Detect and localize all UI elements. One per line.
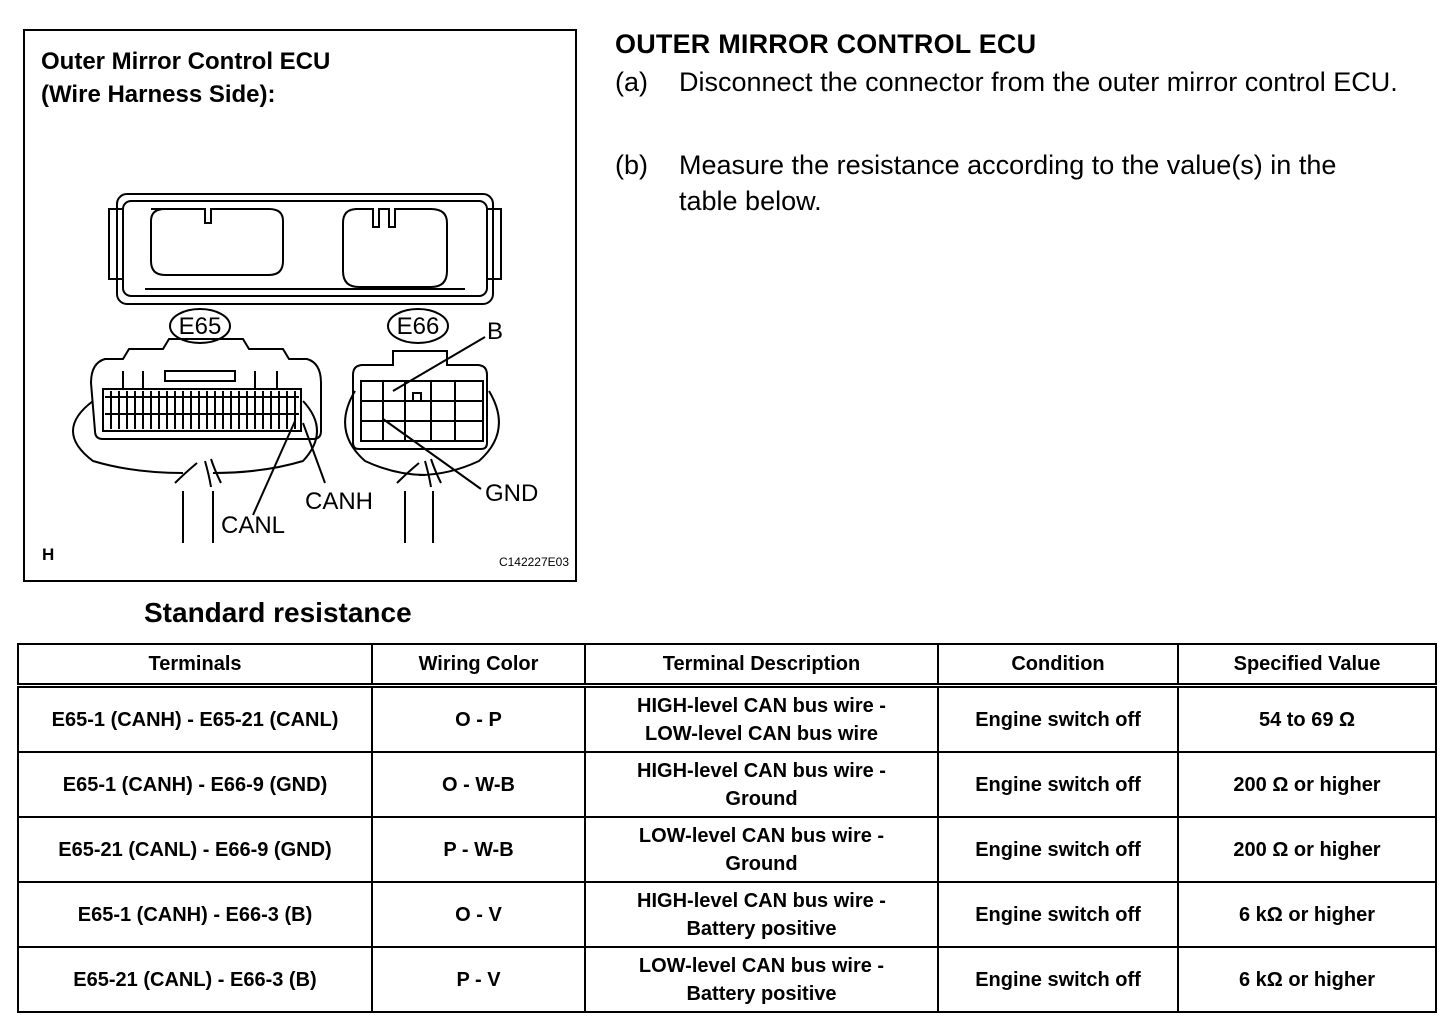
cell-description-line1: HIGH-level CAN bus wire - — [637, 759, 886, 782]
step-a-mark: (a) — [615, 67, 648, 97]
table-caption: Standard resistance — [144, 597, 412, 628]
cell-description — [585, 947, 938, 1012]
cell-terminals: E65-1 (CANH) - E66-9 (GND) — [18, 752, 372, 817]
cell-description-line2: Battery positive — [686, 982, 837, 1005]
section-title: OUTER MIRROR CONTROL ECU — [615, 29, 1037, 59]
terminal-b-label: B — [487, 318, 504, 345]
cell-specified-value: 200 Ω or higher — [1178, 752, 1436, 817]
cell-wiring-color: O - W-B — [372, 752, 585, 817]
cell-description-line2: Ground — [725, 787, 798, 810]
header-specified-value: Specified Value — [1178, 644, 1436, 686]
cell-specified-value: 200 Ω or higher — [1178, 817, 1436, 882]
cell-description-line1: LOW-level CAN bus wire - — [638, 954, 885, 977]
cell-condition: Engine switch off — [938, 752, 1178, 817]
header-condition: Condition — [938, 644, 1178, 686]
header-terminal-description: Terminal Description — [585, 644, 938, 686]
cell-terminals: E65-1 (CANH) - E66-3 (B) — [18, 882, 372, 947]
cell-specified-value: 54 to 69 Ω — [1178, 686, 1436, 753]
table-header-row — [18, 644, 1436, 686]
cell-description-line1: LOW-level CAN bus wire - — [638, 824, 885, 847]
cell-wiring-color: P - W-B — [372, 817, 585, 882]
header-terminals: Terminals — [18, 644, 372, 686]
step-b-text: Measure the resistance according to the value(s) in the table below. — [679, 150, 1337, 216]
cell-terminals: E65-21 (CANL) - E66-9 (GND) — [18, 817, 372, 882]
table-row — [18, 882, 1436, 947]
terminal-canh-label: CANH — [305, 488, 374, 515]
cell-wiring-color: O - P — [372, 686, 585, 753]
cell-description-line2: LOW-level CAN bus wire — [645, 722, 878, 745]
table-row — [18, 947, 1436, 1012]
corner-mark: H — [42, 545, 55, 564]
cell-specified-value: 6 kΩ or higher — [1178, 947, 1436, 1012]
table-row — [18, 686, 1436, 753]
figure-title-line1: Outer Mirror Control ECU — [41, 48, 331, 75]
resistance-table — [17, 643, 1437, 1013]
cell-condition: Engine switch off — [938, 817, 1178, 882]
table-row — [18, 817, 1436, 882]
figure-code: C142227E03 — [498, 555, 569, 569]
step-b-mark: (b) — [615, 150, 648, 180]
connector-figure — [23, 29, 577, 582]
table-row — [18, 752, 1436, 817]
ecu-body — [109, 194, 501, 304]
cell-description-line2: Battery positive — [686, 917, 837, 940]
cell-condition: Engine switch off — [938, 686, 1178, 753]
cell-wiring-color: O - V — [372, 882, 585, 947]
e66-label: E66 — [396, 313, 440, 340]
cell-description — [585, 817, 938, 882]
step-a-text: Disconnect the connector from the outer mirror control ECU. — [679, 67, 1398, 97]
cell-description-line1: HIGH-level CAN bus wire - — [637, 694, 886, 717]
e65-connector — [73, 339, 325, 543]
cell-description-line2: Ground — [725, 852, 798, 875]
cell-terminals: E65-1 (CANH) - E65-21 (CANL) — [18, 686, 372, 753]
cell-condition: Engine switch off — [938, 947, 1178, 1012]
cell-terminals: E65-21 (CANL) - E66-3 (B) — [18, 947, 372, 1012]
cell-wiring-color: P - V — [372, 947, 585, 1012]
cell-description — [585, 686, 938, 753]
figure-title-line2: (Wire Harness Side): — [41, 81, 276, 108]
connector-drawing — [25, 31, 579, 584]
e65-label: E65 — [178, 313, 222, 340]
terminal-gnd-label: GND — [485, 480, 539, 507]
header-wiring-color: Wiring Color — [372, 644, 585, 686]
cell-condition: Engine switch off — [938, 882, 1178, 947]
terminal-canl-label: CANL — [221, 512, 286, 539]
cell-description — [585, 752, 938, 817]
cell-description-line1: HIGH-level CAN bus wire - — [637, 889, 886, 912]
cell-description — [585, 882, 938, 947]
cell-specified-value: 6 kΩ or higher — [1178, 882, 1436, 947]
